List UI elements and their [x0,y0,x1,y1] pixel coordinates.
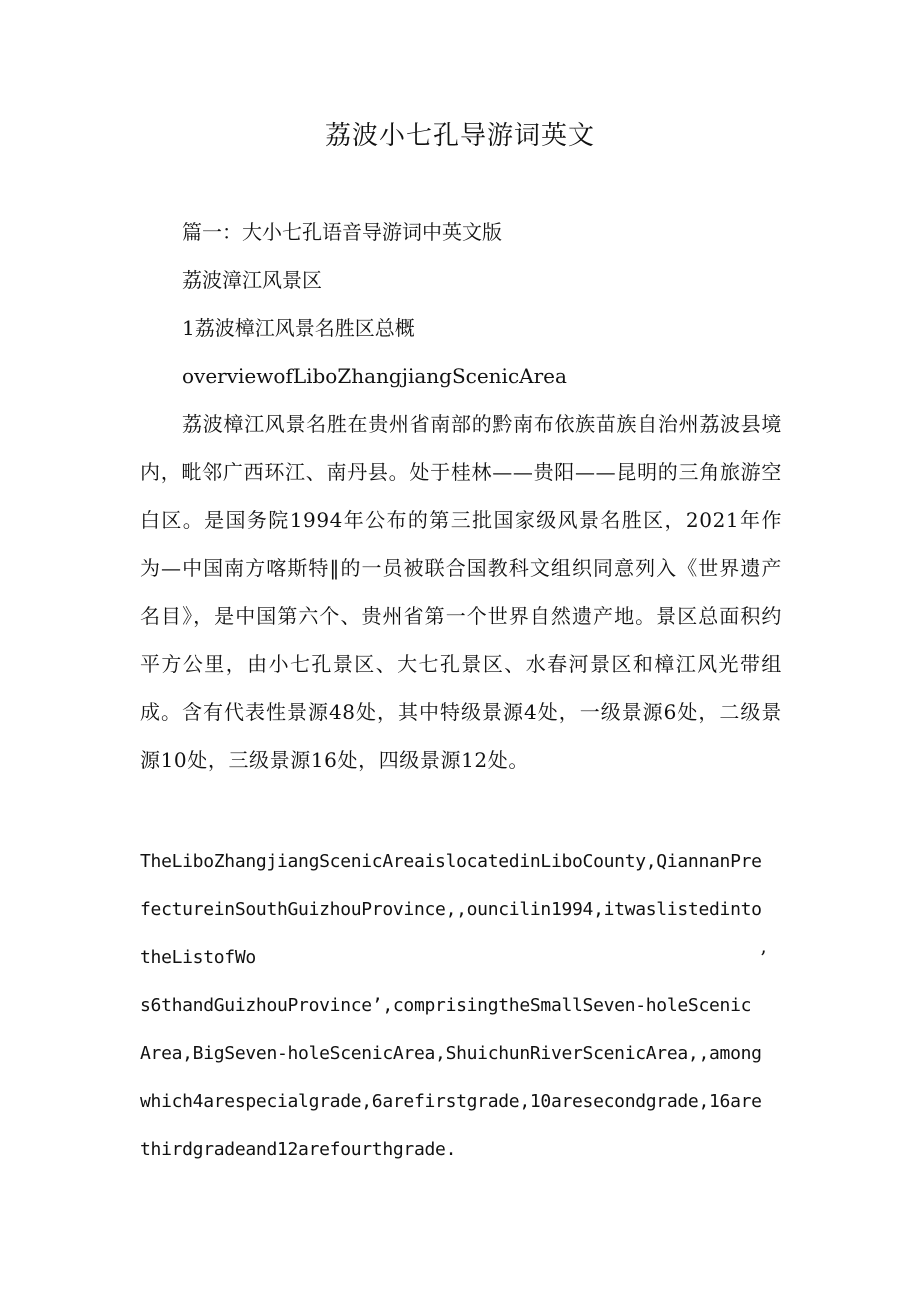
stray-quote-mark: ’ [760,946,767,970]
area-name: 荔波漳江风景区 [182,268,322,292]
english-subheading: overviewofLiboZhangjiangScenicArea [182,364,567,388]
chinese-paragraph: 荔波樟江风景名胜在贵州省南部的黔南布依族苗族自治州荔波县境内，毗邻广西环江、南丹县。处于桂林——贵阳——昆明的三角旅游空白区。是国务院1994年公布的第三批国家级风景名胜区，2021年作为—中国南方喀斯特‖的一员被联合国教科文组织同意列入《世界遗产名目》，是中国第六个、贵州省第一个世界自然遗产地。景区总面积约平方公里，由小七孔景区、大七孔景区、水春河景区和樟江风光带组成。含有代表性景源48处，其中特级景源4处，一级景源6处，二级景源10处，三级景源16处，四级景源12处。 [140,412,782,772]
document-title: 荔波小七孔导游词英文 [324,121,595,151]
subheading: 1荔波樟江风景名胜区总概 [182,316,415,340]
english-line-2: fectureinSouthGuizhouProvince,,ouncilin1994,itwaslistedinto [140,899,762,920]
english-line-3: theListofWo [140,947,256,968]
english-line-7: thirdgradeand12arefourthgrade. [140,1139,457,1160]
section-heading: 篇一：大小七孔语音导游词中英文版 [182,220,502,244]
english-line-5: Area,BigSeven-holeScenicArea,ShuichunRiverScenicArea,,among [140,1043,762,1064]
english-line-4: s6thandGuizhouProvince’,comprisingtheSmallSeven-holeScenic [140,995,752,1016]
english-line-6: which4arespecialgrade,6arefirstgrade,10aresecondgrade,16are [140,1091,762,1112]
english-line-1: TheLiboZhangjiangScenicAreaislocatedinLiboCounty,QiannanPre [140,851,762,872]
